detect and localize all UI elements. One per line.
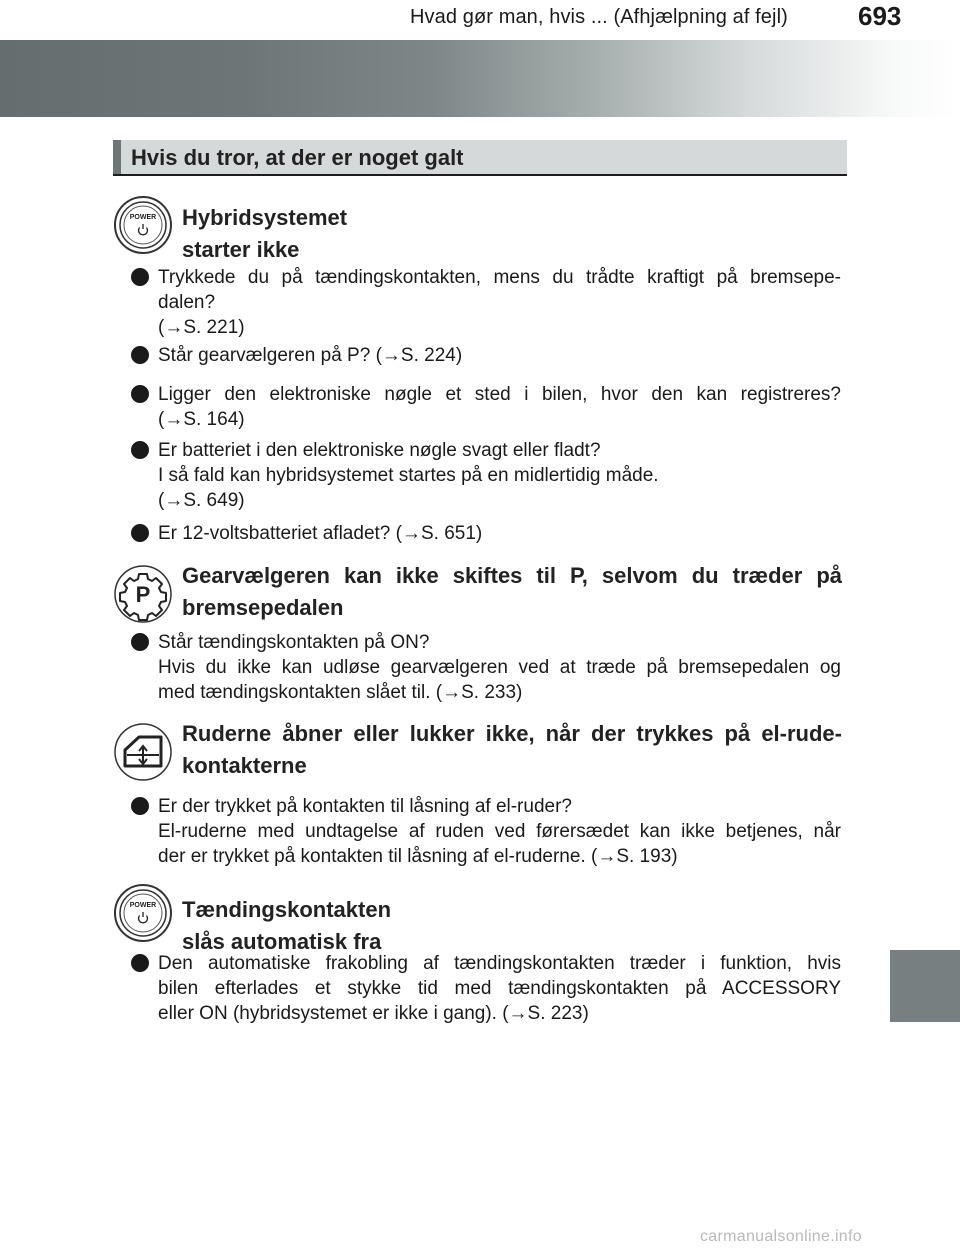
bullet-icon (131, 797, 149, 815)
power-button-icon (113, 195, 173, 255)
running-header-title: Hvad gør man, hvis ... (Afhjælpning af fejl) (410, 6, 788, 28)
topic-title: Ruderne åbner eller lukker ikke, når der trykkes på el-rude- kontakterne (182, 721, 842, 778)
list-item: Den automatiske frakobling af tændingskontakten træder i funktion, hvis bilen efterlades et stykke tid med tændingskontakten på ACCESSORY eller ON (hybridsystemet er ikke i gang). (→S. 223) (131, 951, 841, 1026)
list-item: Ligger den elektroniske nøgle et sted i bilen, hvor den kan registreres? (→S. 164) (131, 382, 841, 432)
topic-title: Tændingskontakten slås automatisk fra (182, 897, 392, 954)
bullet-icon (131, 346, 149, 364)
bullet-icon (131, 441, 149, 459)
list-item: Er der trykket på kontakten til låsning af el-ruder? El-ruderne med undtagelse af ruden ved førersædet kan ikke betjenes, når der er trykket på kontakten til låsning af el-ruderne. (→S. 193) (131, 794, 841, 869)
topic-title: Gearvælgeren kan ikke skiftes til P, selvom du træder på bremsepedalen (182, 563, 842, 620)
section-heading-accent (113, 140, 121, 174)
chapter-tab (890, 950, 960, 1022)
list-item: Trykkede du på tændingskontakten, mens du trådte kraftigt på bremsepe- dalen? (→S. 221) (131, 265, 841, 340)
section-heading (113, 140, 847, 176)
watermark: carmanualsonline.info (700, 1228, 862, 1245)
bullet-icon (131, 524, 149, 542)
bullet-icon (131, 954, 149, 972)
list-item: Er 12-voltsbatteriet afladet? (→S. 651) (131, 521, 841, 546)
page-number: 693 (858, 1, 902, 31)
power-icon-label: POWER (129, 214, 157, 221)
list-item: Er batteriet i den elektroniske nøgle svagt eller fladt? I så fald kan hybridsystemet startes på en midlertidig måde. (→S. 649) (131, 438, 841, 513)
bullet-icon (131, 268, 149, 286)
topic-title: Hybridsystemet starter ikke (182, 205, 348, 262)
bullet-icon (131, 385, 149, 403)
bullet-icon (131, 633, 149, 651)
header-band (0, 40, 960, 117)
section-heading-title: Hvis du tror, at der er noget galt (131, 145, 464, 170)
list-item: Står tændingskontakten på ON? Hvis du ikke kan udløse gearvælgeren ved at træde på bremsepedalen og med tændingskontakten slået til. (→S. 233) (131, 630, 841, 705)
gear-p-icon (113, 564, 173, 624)
power-icon-label: POWER (129, 902, 157, 909)
power-button-icon (113, 883, 173, 943)
power-window-icon (113, 722, 173, 782)
gear-icon-label: P (135, 582, 151, 607)
list-item: Står gearvælgeren på P? (→S. 224) (131, 343, 841, 368)
